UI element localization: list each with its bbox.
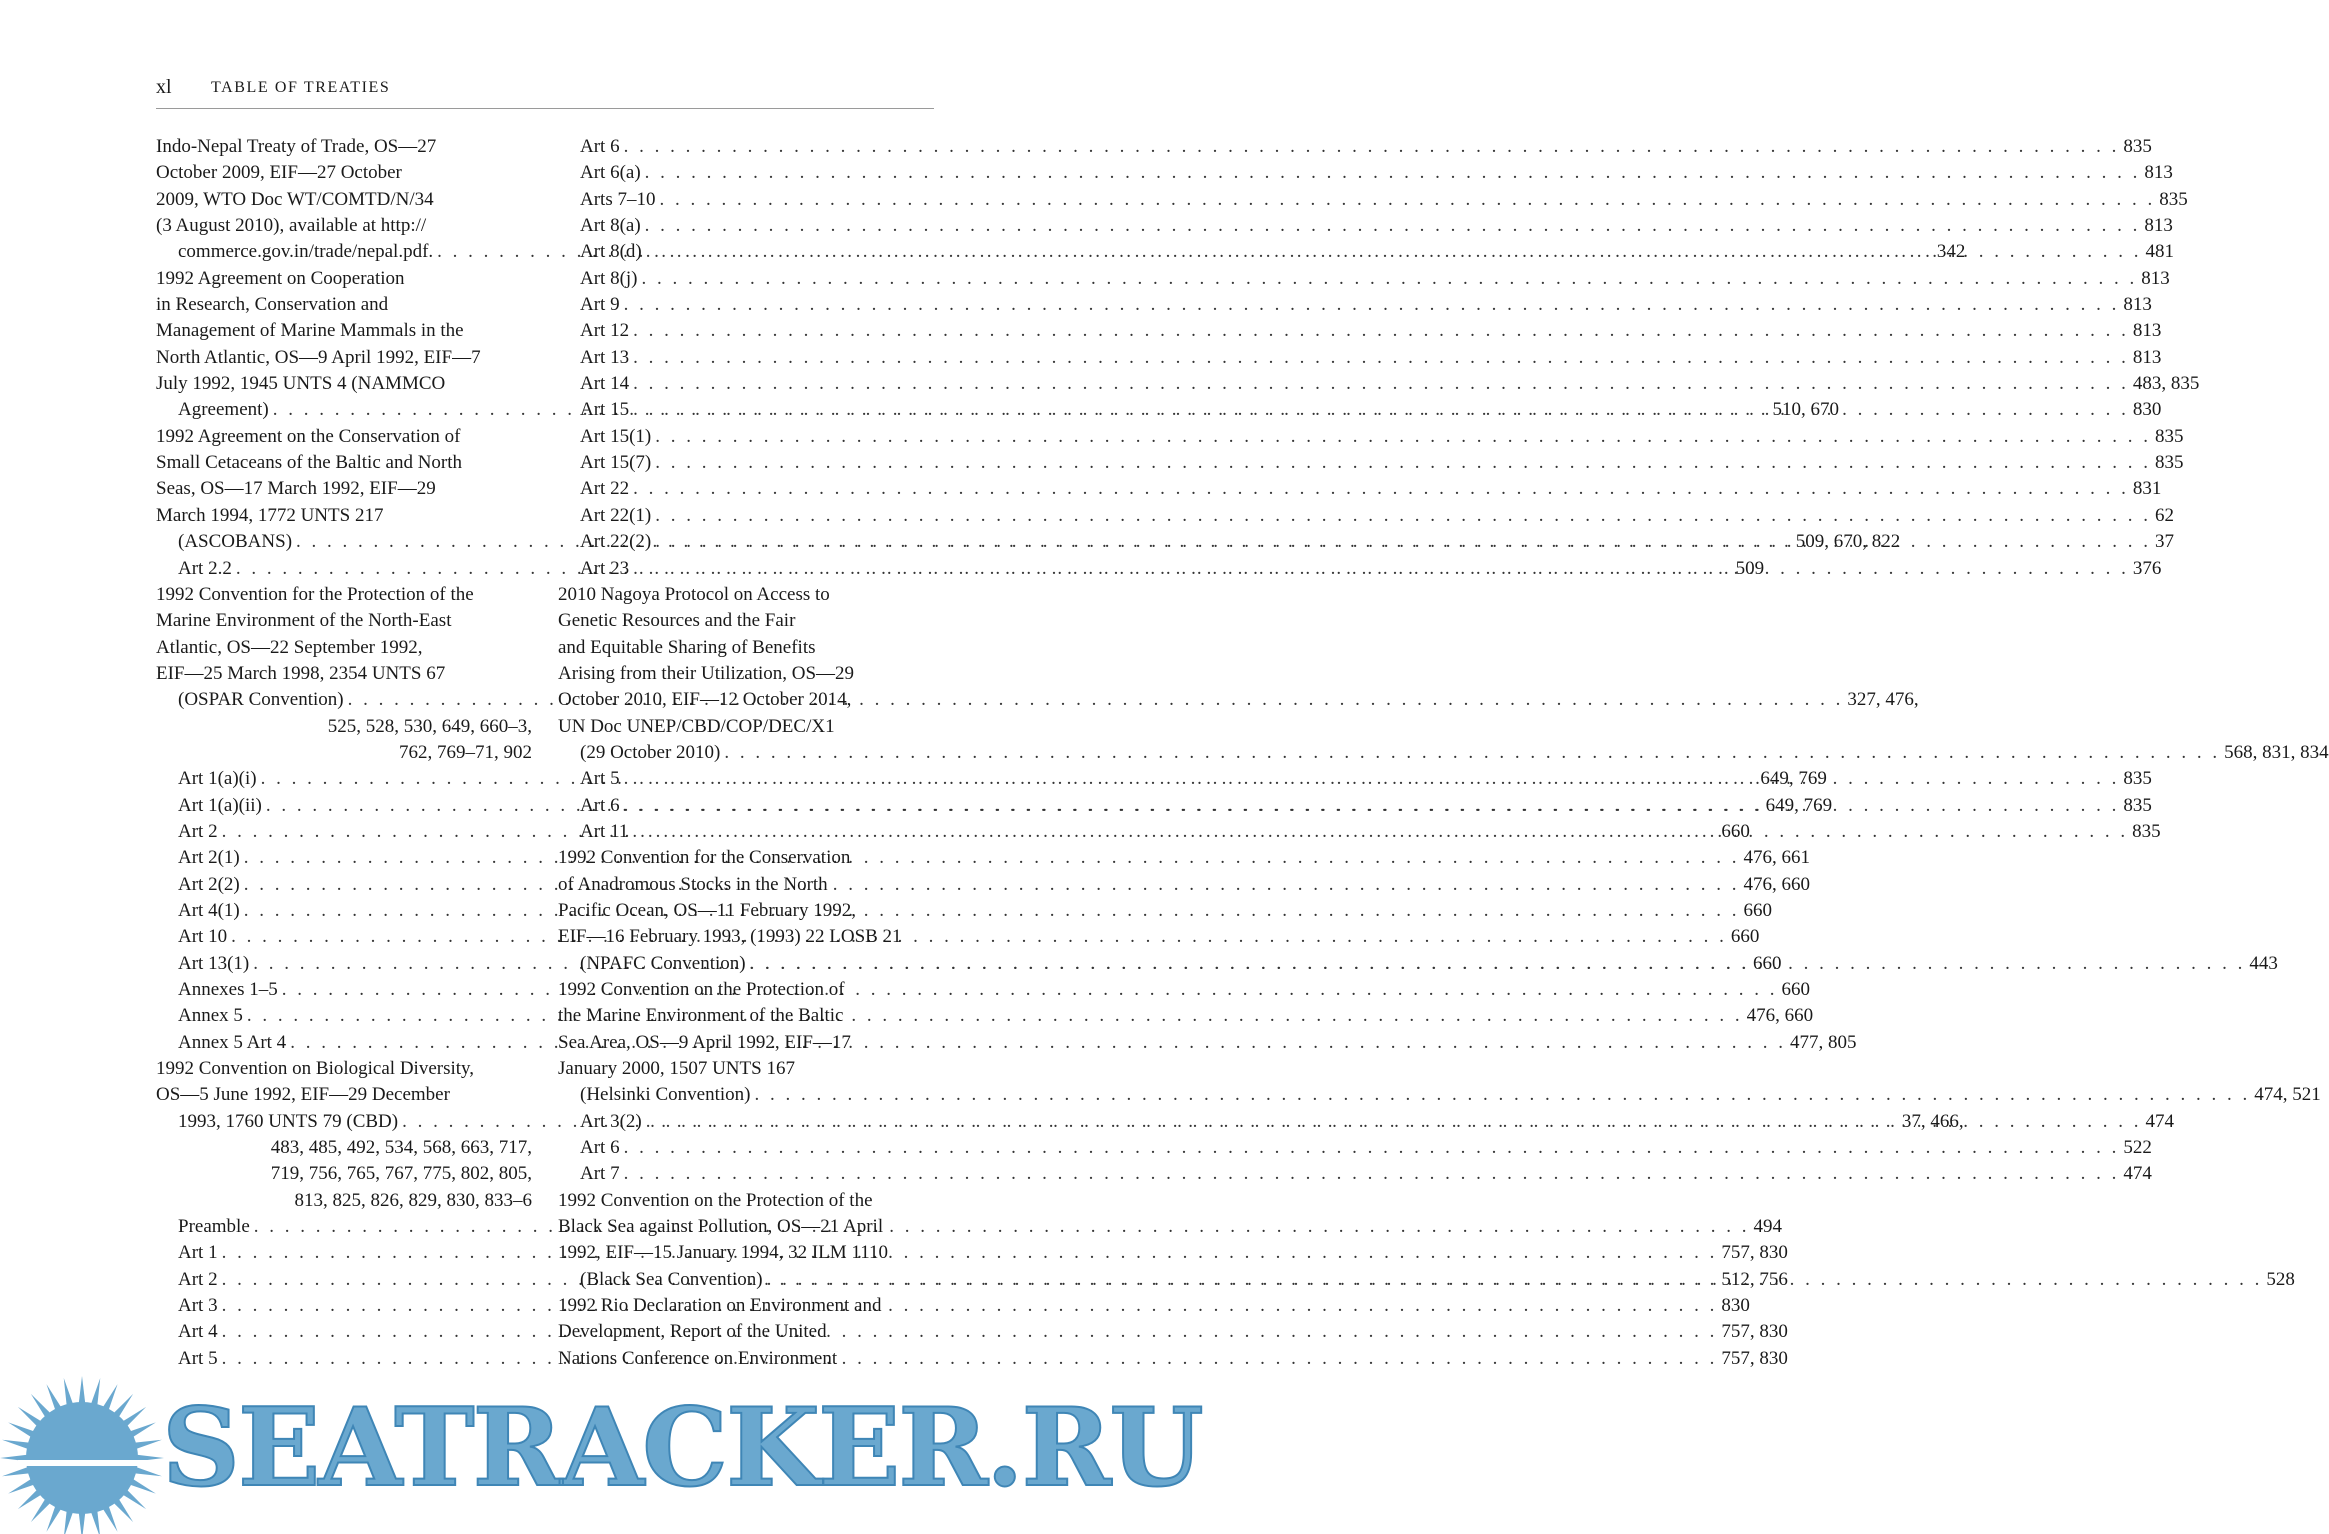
sun-horizon [18, 1460, 148, 1466]
sub-entry [558, 1135, 2152, 1161]
sub-entry [558, 503, 2174, 529]
sun-ray [2, 1440, 30, 1450]
page-references: 660 [1781, 979, 1810, 1000]
watermark-text: SEATRACKER.RU [162, 1385, 1202, 1511]
dot-leader [754, 1082, 2250, 1108]
index-line [580, 450, 2184, 476]
index-line [580, 318, 2162, 344]
page-references: 660 [1752, 952, 1782, 974]
sub-entry [558, 292, 2152, 318]
entry-text-line: Management of Marine Mammals in the [156, 320, 464, 342]
entry-text-line: January 2000, 1507 UNTS 167 [558, 1058, 795, 1080]
dot-leader [767, 1267, 2263, 1293]
index-line [580, 292, 2152, 318]
page-references: 568, 831, 834 [2224, 741, 2329, 763]
page-references: 813 [2132, 346, 2162, 368]
index-label: Art 15(1) [580, 425, 652, 447]
dot-leader [632, 819, 2128, 845]
dot-leader [624, 292, 2120, 318]
sub-entry [558, 266, 2170, 292]
entry-text-line: October 2010, EIF—12 October 2014, [558, 689, 852, 711]
page-references: 476, 661 [1743, 847, 1810, 869]
index-line [580, 134, 2152, 160]
sub-entry [558, 371, 2200, 397]
dot-leader [624, 134, 2120, 160]
entry-text-line: Sea Area, OS—9 April 1992, EIF—17 [558, 1031, 851, 1053]
index-label: Art 2.2 [178, 557, 232, 579]
index-label: (Helsinki Convention) [580, 1084, 751, 1106]
page-references: 481 [2145, 241, 2174, 263]
page-references: 813 [2123, 294, 2152, 316]
index-label: Art 22(1) [580, 504, 652, 526]
page-references: 813 [2132, 320, 2162, 342]
index-label: Art 6(a) [580, 162, 641, 184]
entry-text-line: Black Sea against Pollution, OS—21 April [558, 1216, 884, 1238]
page-references: 476, 660 [1746, 1005, 1814, 1027]
page-references: 835 [2123, 794, 2152, 816]
index-label: Art 4(1) [178, 899, 240, 921]
dot-leader [646, 239, 2142, 265]
entry-text-line: Development, Report of the United [558, 1321, 827, 1343]
page-references: 509 [1735, 557, 1765, 579]
entry-text-line: Marine Environment of the North-East [156, 610, 452, 632]
index-line [580, 187, 2188, 213]
dot-leader [222, 1293, 1718, 1319]
page-references: 483, 835 [2132, 373, 2200, 395]
index-label: Art 5 [178, 1347, 218, 1369]
entry-text-line: OS—5 June 1992, EIF—29 December [156, 1084, 450, 1106]
index-label: Art 1(a)(i) [178, 768, 257, 790]
entry-text-line: 1992 Convention for the Protection of the [156, 583, 474, 605]
page-references: 474 [2123, 1163, 2152, 1185]
page-references: 528 [2266, 1268, 2295, 1290]
dot-leader [254, 1214, 1750, 1240]
dot-leader [231, 924, 1727, 950]
index-line [580, 345, 2162, 371]
index-line [580, 1082, 2321, 1108]
index-label: (NPAFC Convention) [580, 952, 746, 974]
sun-ray [64, 1510, 74, 1534]
index-line [580, 503, 2174, 529]
page-references-continued: 483, 485, 492, 534, 568, 663, 717, [270, 1137, 532, 1159]
dot-leader [222, 1346, 1718, 1372]
dot-leader [290, 1030, 1786, 1056]
index-label: Art 22(2) [580, 531, 652, 553]
page-references: 37 [2154, 531, 2174, 553]
dot-leader [244, 898, 1740, 924]
entry-text-line: Small Cetaceans of the Baltic and North [156, 452, 463, 474]
treaty-entry [558, 1293, 934, 1372]
dot-leader [655, 424, 2151, 450]
index-label: Arts 7–10 [580, 188, 656, 210]
dot-leader [222, 1319, 1718, 1345]
dot-leader [750, 951, 2246, 977]
dot-leader [724, 740, 2220, 766]
dot-leader [645, 160, 2141, 186]
index-line [580, 1135, 2152, 1161]
page-references: 830 [1721, 1295, 1750, 1317]
page-references: 522 [2123, 1137, 2152, 1159]
sun-ray [91, 1378, 101, 1406]
dot-leader [247, 1003, 1743, 1029]
index-line [580, 476, 2162, 502]
dot-leader [282, 977, 1778, 1003]
dot-leader [642, 266, 2138, 292]
page-references: 62 [2154, 504, 2174, 526]
entry-text-line: Seas, OS—17 March 1992, EIF—29 [156, 478, 436, 500]
index-line [580, 160, 2173, 186]
page-references: 494 [1753, 1216, 1783, 1238]
index-label: Art 2(1) [178, 847, 240, 869]
sub-entry [558, 134, 2152, 160]
entry-text-line: Genetic Resources and the Fair [558, 610, 796, 632]
page-references-continued: 762, 769–71, 902 [399, 741, 532, 763]
entry-text-line: October 2009, EIF—27 October [156, 162, 402, 184]
dot-leader [222, 1240, 1718, 1266]
entry-text-line: July 1992, 1945 UNTS 4 (NAMMCO [156, 373, 446, 395]
index-line [580, 266, 2170, 292]
index-line [580, 213, 2173, 239]
dot-leader [655, 529, 2151, 555]
running-header [156, 76, 934, 109]
sun-ray [134, 1467, 162, 1477]
page-references: 835 [2154, 425, 2184, 447]
index-label: Art 7 [580, 1163, 620, 1185]
entry-text-line: 1992 Rio Declaration on Environment and [558, 1295, 882, 1317]
entry-text-line: in Research, Conservation and [156, 294, 389, 316]
index-label: Art 14 [580, 373, 630, 395]
page-references: 476, 660 [1743, 873, 1810, 895]
dot-leader [633, 371, 2129, 397]
page-references: 477, 805 [1789, 1031, 1857, 1053]
dot-leader [655, 503, 2151, 529]
index-label: (Black Sea Convention) [580, 1268, 763, 1290]
entry-text-line: and Equitable Sharing of Benefits [558, 636, 816, 658]
index-label: Art 1 [178, 1242, 218, 1264]
index-label: Art 22 [580, 478, 630, 500]
entry-text-line: 1992, EIF—15 January 1994, 32 ILM 1110 [558, 1242, 889, 1264]
index-label: Art 13(1) [178, 952, 250, 974]
entry-text-line: UN Doc UNEP/CBD/COP/DEC/X1 [558, 715, 835, 737]
index-label: Annex 5 [178, 1005, 243, 1027]
entry-text-line: 1992 Convention on Biological Diversity, [156, 1058, 475, 1080]
dot-leader [655, 450, 2151, 476]
page-references: 757, 830 [1721, 1242, 1788, 1264]
index-line [580, 740, 2329, 766]
dot-leader [633, 318, 2129, 344]
entry-text-line: (3 August 2010), available at http:// [156, 215, 427, 237]
dot-leader [646, 1109, 2142, 1135]
page-references: 813 [2144, 215, 2173, 237]
sun-ray [79, 1376, 86, 1404]
sun-ray [134, 1440, 162, 1450]
dot-leader [624, 793, 2120, 819]
entry-text-line: 1992 Convention on the Protection of the [558, 1189, 873, 1211]
dot-leader [645, 213, 2141, 239]
index-label: Art 23 [580, 557, 630, 579]
page-references: 376 [2132, 557, 2162, 579]
entry-text-line: March 1994, 1772 UNTS 217 [156, 504, 384, 526]
sun-ray [2, 1467, 30, 1477]
sub-entry [558, 424, 2184, 450]
sub-entry [558, 213, 2173, 239]
page-references: 830 [2132, 399, 2162, 421]
page-references: 835 [2123, 136, 2152, 157]
page-references: 512, 756 [1721, 1268, 1788, 1290]
index-label: Art 13 [580, 346, 630, 368]
page-references: 660 [1743, 899, 1772, 921]
dot-leader [659, 187, 2155, 213]
index-line [580, 424, 2184, 450]
index-label: Art 2 [178, 820, 218, 842]
dot-leader [244, 845, 1740, 871]
page-references: 835 [2123, 768, 2152, 790]
sub-entry [558, 345, 2162, 371]
page-references: 660 [1721, 820, 1750, 842]
dot-leader [633, 345, 2129, 371]
page-references: 474 [2145, 1110, 2174, 1132]
index-label: (OSPAR Convention) [178, 689, 344, 711]
entry-text-line: Atlantic, OS—22 September 1992, [156, 636, 423, 658]
entry-text-line: 1992 Convention on the Protection of [558, 979, 845, 1000]
page-references: 649, 769 [1760, 768, 1827, 790]
index-label: Art 8(d) [580, 241, 642, 263]
entry-text-line: 1992 Agreement on Cooperation [156, 267, 405, 289]
index-label: Art 8(j) [580, 267, 638, 289]
index-label: Art 2 [178, 1268, 218, 1290]
page-references: 757, 830 [1721, 1321, 1788, 1343]
index-label: Art 6 [580, 1137, 620, 1159]
index-label: Preamble [178, 1216, 250, 1238]
dot-leader [624, 766, 2120, 792]
index-label: commerce.gov.in/trade/nepal.pdf. [178, 241, 434, 263]
page-references: 813 [2144, 162, 2173, 184]
entry-text-line: North Atlantic, OS—9 April 1992, EIF—7 [156, 346, 481, 368]
dot-leader [633, 397, 2129, 423]
index-label: Art 3 [178, 1295, 218, 1317]
entry-text-line: 2010 Nagoya Protocol on Access to [558, 583, 830, 605]
page-references-continued: 813, 825, 826, 829, 830, 833–6 [294, 1189, 532, 1211]
index-label: Art 11 [580, 820, 629, 842]
index-label: Art 4 [178, 1321, 218, 1343]
page-references: 813 [2141, 267, 2170, 289]
page-references: 37, 466, [1901, 1110, 1964, 1132]
dot-leader [624, 1161, 2120, 1187]
entry-text-line: 1992 Agreement on the Conservation of [156, 425, 461, 447]
index-line [580, 1161, 2152, 1187]
sub-entry [558, 450, 2184, 476]
dot-leader [633, 556, 2129, 582]
entry-text-line: the Marine Environment of the Baltic [558, 1005, 844, 1027]
page-references: 835 [2154, 452, 2184, 474]
index-label: Art 15 [580, 399, 630, 421]
page-references-continued: 525, 528, 530, 649, 660–3, [327, 715, 532, 737]
index-label: Annex 5 Art 4 [178, 1031, 287, 1053]
entry-text-line: 1992 Convention for the Conservation [558, 847, 851, 869]
sub-entry [558, 1161, 2152, 1187]
page-references: 474, 521 [2254, 1084, 2321, 1106]
index-label: Agreement) [178, 399, 269, 421]
index-label: Art 12 [580, 320, 630, 342]
entry-text-line: EIF—16 February 1993, (1993) 22 LOSB 21 [558, 926, 902, 948]
index-label: Art 8(a) [580, 215, 641, 237]
page-references: 835 [2159, 188, 2188, 210]
entry-text-line: Nations Conference on Environment [558, 1347, 838, 1369]
page-references: 649, 769 [1765, 794, 1833, 816]
dot-leader [244, 872, 1740, 898]
page-references: 835 [2132, 820, 2161, 842]
index-label: (ASCOBANS) [178, 531, 293, 553]
page-references-continued: 719, 756, 765, 767, 775, 802, 805, [270, 1163, 532, 1185]
entry-text-line: 2009, WTO Doc WT/COMTD/N/34 [156, 188, 434, 210]
index-label: Art 6 [580, 136, 620, 157]
entry-text-line: of Anadromous Stocks in the North [558, 873, 828, 895]
sun-ray [64, 1378, 74, 1406]
page-references: 509, 670, 822 [1795, 531, 1901, 553]
index-label: Art 6 [580, 794, 620, 816]
entry-text-line: Arising from their Utilization, OS—29 [558, 662, 855, 684]
entry-text-line: Indo-Nepal Treaty of Trade, OS—27 [156, 136, 437, 157]
dot-leader [624, 1135, 2120, 1161]
sun-ray [91, 1510, 101, 1534]
page-number: xl [156, 76, 172, 98]
index-label: Annexes 1–5 [178, 979, 278, 1000]
index-label: 1993, 1760 UNTS 79 (CBD) [178, 1110, 399, 1132]
page-references: 327, 476, [1847, 689, 1919, 711]
running-title: TABLE OF TREATIES [211, 79, 391, 96]
index-label: Art 15(7) [580, 452, 652, 474]
page-references: 443 [2249, 952, 2278, 974]
index-label: Art 9 [580, 294, 620, 316]
index-label: Art 5 [580, 768, 620, 790]
page-references: 660 [1730, 926, 1760, 948]
index-label: Art 1(a)(ii) [178, 794, 262, 816]
index-line [580, 371, 2200, 397]
page-references: 831 [2132, 478, 2162, 500]
index-label: Art 10 [178, 926, 228, 948]
index-label: (29 October 2010) [580, 741, 721, 763]
sun-disc [26, 1402, 138, 1514]
dot-leader [633, 476, 2129, 502]
index-label: Art 2(2) [178, 873, 240, 895]
index-label: Art 3(2) [580, 1110, 642, 1132]
entry-text-line: EIF—25 March 1998, 2354 UNTS 67 [156, 662, 446, 684]
sub-entry [558, 187, 2188, 213]
page-references: 510, 670 [1772, 399, 1839, 421]
sub-entry [558, 160, 2173, 186]
entry-text-line: Pacific Ocean, OS—11 February 1992, [558, 899, 856, 921]
sub-entry [558, 318, 2162, 344]
sun-ray [79, 1512, 86, 1534]
page-references: 757, 830 [1721, 1347, 1788, 1369]
sub-entry [558, 476, 2162, 502]
page-references: 342 [1936, 241, 1966, 263]
